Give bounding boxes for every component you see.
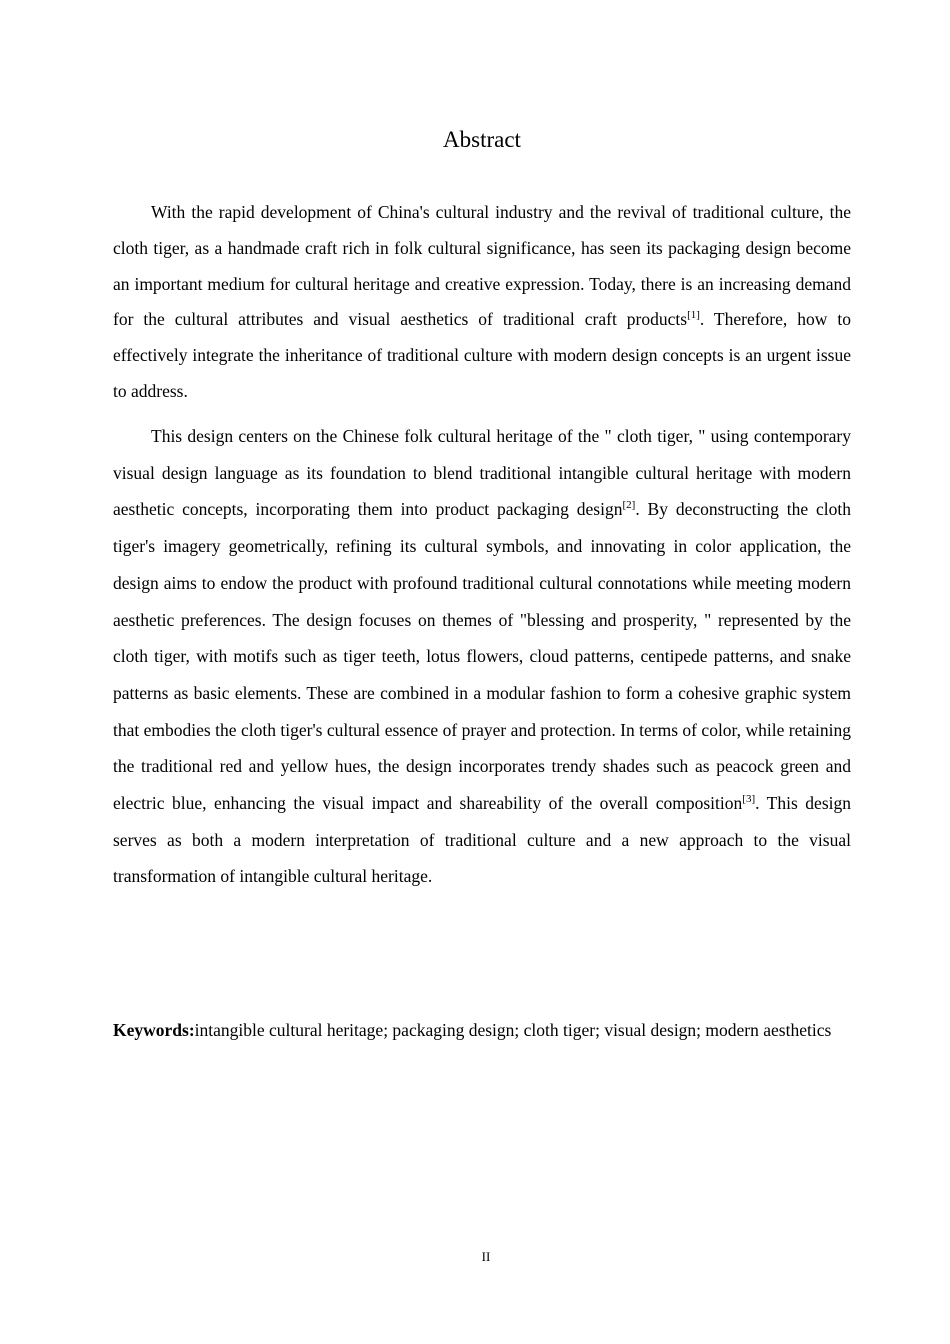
- paragraph-2-text-b: . By deconstructing the cloth tiger's imagery geometrically, refining its cultural symbols, and innovating in color application, the design aims to endow the product with profound traditional cultural connotations while meeting modern aesthetic preferences. The design focuses on themes of "blessing and prosperity, " represented by the cloth tiger, with motifs such as tiger teeth, lotus flowers, cloud patterns, centipede patterns, and snake patterns as basic elements. These are combined in a modular fashion to form a cohesive graphic system that embodies the cloth tiger's cultural essence of prayer and protection. In terms of color, while retaining the traditional red and yellow hues, the design incorporates trendy shades such as peacock green and electric blue, enhancing the visual impact and shareability of the overall composition: [113, 499, 851, 814]
- abstract-paragraph-1: [113, 195, 851, 410]
- paragraph-1-text-b: . Therefore, how to effectively integrate the inheritance of traditional culture with modern design concepts is an urgent issue to address.: [113, 309, 851, 401]
- keywords-label: Keywords:: [113, 1020, 195, 1040]
- keywords-text: intangible cultural heritage; packaging design; cloth tiger; visual design; modern aesthetics: [194, 1020, 832, 1040]
- page-number: II: [481, 1249, 491, 1264]
- abstract-paragraph-2: [113, 418, 851, 895]
- paragraph-2-text-a: This design centers on the Chinese folk cultural heritage of the " cloth tiger, " using contemporary visual design language as its foundation to blend traditional intangible cultural heritage with modern aesthetic concepts, incorporating them into product packaging design: [113, 426, 851, 520]
- abstract-title: Abstract: [443, 127, 521, 152]
- paragraph-1-text-a: With the rapid development of China's cultural industry and the revival of traditional culture, the cloth tiger, as a handmade craft rich in folk cultural significance, has seen its packaging design become an important medium for cultural heritage and creative expression. Today, there is an increasing demand for the cultural attributes and visual aesthetics of traditional craft products: [113, 202, 851, 330]
- citation-ref-3[interactable]: [3]: [742, 793, 756, 806]
- citation-ref-1[interactable]: [1]: [687, 309, 700, 322]
- paragraph-2-text-c: . This design serves as both a modern interpretation of traditional culture and a new approach to the visual transformation of intangible cultural heritage.: [113, 793, 851, 887]
- keywords-line: [113, 1013, 851, 1048]
- citation-ref-2[interactable]: [2]: [622, 499, 636, 512]
